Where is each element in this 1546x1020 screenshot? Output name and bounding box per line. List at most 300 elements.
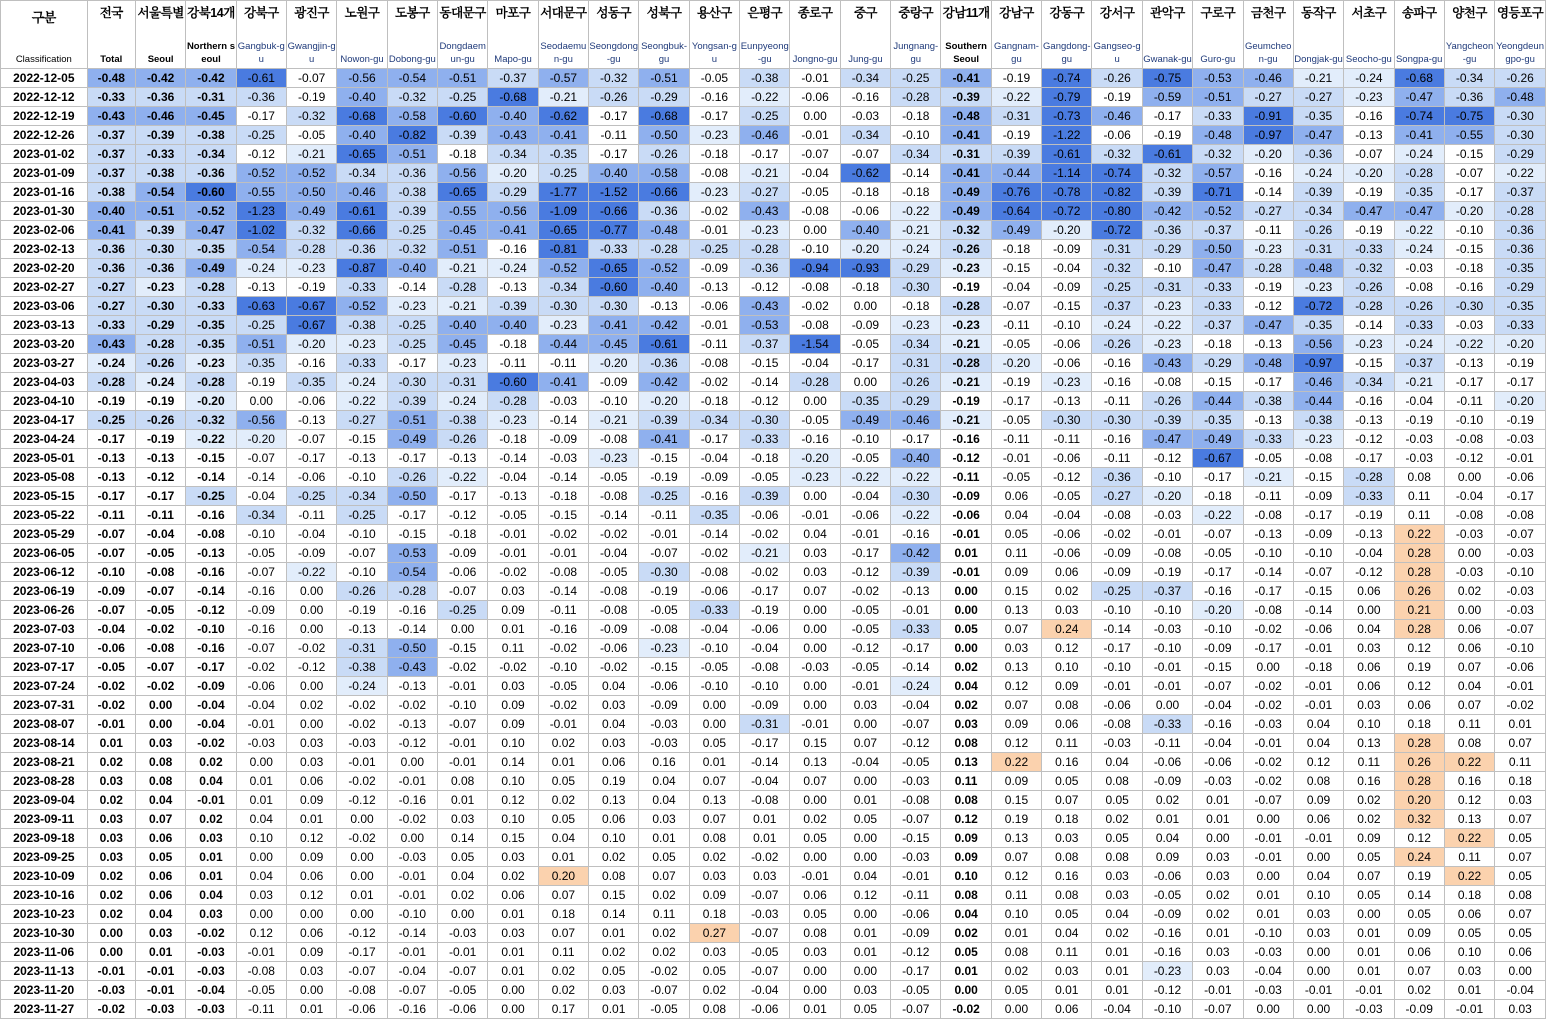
table-cell: -0.46 [1092,107,1142,126]
table-cell: -0.16 [236,620,286,639]
table-cell: -0.39 [740,487,790,506]
table-cell: -0.05 [488,506,538,525]
table-cell: 0.00 [87,943,135,962]
table-cell: -0.07 [87,601,135,620]
table-cell: 0.04 [941,677,991,696]
table-cell: -0.25 [891,69,941,88]
table-cell: -0.34 [186,145,236,164]
table-cell: -0.35 [1495,297,1546,316]
table-cell: -0.10 [689,677,739,696]
table-cell: -0.16 [286,354,336,373]
table-cell: -0.24 [1394,145,1444,164]
table-cell: -0.01 [941,525,991,544]
table-cell: -0.09 [740,696,790,715]
table-cell: 0.21 [1394,601,1444,620]
row-date: 2023-08-21 [1,753,88,772]
table-cell: -0.65 [337,145,387,164]
table-cell: -0.61 [1042,145,1092,164]
table-cell: 0.24 [1042,620,1092,639]
table-cell: -0.09 [1092,544,1142,563]
row-date: 2022-12-19 [1,107,88,126]
table-cell: -0.35 [186,316,236,335]
table-cell: 0.02 [941,696,991,715]
table-cell: 0.03 [286,753,336,772]
table-cell: -0.36 [1444,88,1494,107]
table-cell: -0.12 [135,468,185,487]
table-cell: -0.17 [589,145,639,164]
table-cell: 0.05 [790,829,840,848]
table-cell: -0.04 [689,449,739,468]
header-ko-label: 구로구 [1200,6,1236,20]
table-cell: -0.17 [1243,582,1293,601]
table-cell: -0.11 [1243,487,1293,506]
table-cell: -0.16 [1142,924,1192,943]
row-date: 2023-05-15 [1,487,88,506]
table-cell: 0.04 [1293,715,1343,734]
table-cell: -0.01 [1293,696,1343,715]
table-cell: -0.17 [387,354,437,373]
table-cell: 0.00 [337,848,387,867]
table-cell: -0.03 [1495,544,1546,563]
table-cell: -0.39 [1142,411,1192,430]
table-cell: -0.22 [1394,221,1444,240]
table-cell: -0.58 [387,107,437,126]
table-cell: 0.05 [438,848,488,867]
table-cell: -0.10 [538,658,588,677]
table-cell: -0.16 [488,240,538,259]
table-cell: -0.39 [991,145,1041,164]
table-cell: -0.06 [589,639,639,658]
table-cell: 0.07 [790,582,840,601]
table-cell: 0.11 [1394,506,1444,525]
table-cell: 0.15 [488,829,538,848]
table-cell: -0.53 [1193,69,1243,88]
table-cell: -0.01 [1092,677,1142,696]
table-cell: -0.42 [1142,202,1192,221]
table-cell: -0.11 [1042,430,1092,449]
table-cell: -0.01 [337,753,387,772]
table-cell: -0.42 [135,69,185,88]
table-cell: -0.31 [1293,240,1343,259]
header-en-label: Yangcheon-gu [1445,41,1494,65]
table-cell: -0.07 [87,525,135,544]
table-cell: -1.54 [790,335,840,354]
table-cell: -0.33 [589,240,639,259]
table-cell: -0.08 [135,563,185,582]
table-cell: 0.01 [87,734,135,753]
table-cell: 0.28 [1394,620,1444,639]
table-cell: -0.39 [488,297,538,316]
table-cell: -0.26 [589,88,639,107]
table-cell: 0.01 [337,886,387,905]
table-cell: 0.07 [1495,848,1546,867]
table-cell: -0.07 [1193,1000,1243,1019]
table-cell: 0.03 [589,734,639,753]
table-cell: -0.53 [740,316,790,335]
table-cell: -0.13 [891,582,941,601]
table-cell: 0.01 [488,620,538,639]
table-cell: -0.01 [1243,848,1293,867]
table-cell: 0.13 [589,791,639,810]
table-cell: -0.54 [135,183,185,202]
table-cell: -0.38 [438,411,488,430]
table-cell: -0.33 [135,145,185,164]
table-cell: -0.03 [186,962,236,981]
table-cell: -0.07 [1243,791,1293,810]
table-cell: -0.01 [941,563,991,582]
table-cell: -0.15 [1293,582,1343,601]
table-cell: -0.30 [1042,411,1092,430]
header-col-gwangjin-gu [286,1,336,69]
table-cell: 0.00 [1444,601,1494,620]
table-cell: -0.01 [840,677,890,696]
header-en-label: Southern Seoul [945,41,987,65]
table-cell: 0.04 [1092,753,1142,772]
table-cell: -0.46 [135,107,185,126]
table-cell: -0.19 [1092,88,1142,107]
table-cell: -0.12 [337,924,387,943]
table-cell: -0.01 [1142,658,1192,677]
table-cell: -0.13 [488,487,538,506]
table-cell: 0.09 [991,715,1041,734]
table-cell: -0.28 [639,240,689,259]
table-cell: -0.33 [740,430,790,449]
table-cell: -0.36 [186,164,236,183]
table-cell: -0.23 [387,297,437,316]
table-cell: 0.03 [1092,886,1142,905]
table-cell: -0.54 [387,563,437,582]
table-row [1,867,1546,886]
table-cell: -0.47 [1293,126,1343,145]
table-cell: -0.37 [87,164,135,183]
table-row [1,734,1546,753]
table-cell: -0.41 [941,164,991,183]
table-cell: -0.18 [488,430,538,449]
table-cell: 0.02 [689,848,739,867]
table-cell: -0.75 [1444,107,1494,126]
table-cell: 0.22 [1444,753,1494,772]
table-cell: -0.66 [589,202,639,221]
table-cell: -0.23 [1293,430,1343,449]
table-cell: -0.17 [991,392,1041,411]
table-cell: 0.19 [589,772,639,791]
table-cell: -0.02 [538,696,588,715]
table-cell: -0.04 [689,620,739,639]
table-cell: -0.05 [840,658,890,677]
table-cell: 0.20 [1394,791,1444,810]
table-cell: -0.34 [1344,373,1394,392]
table-cell: -0.23 [135,278,185,297]
table-cell: -0.29 [1495,145,1546,164]
table-cell: 0.15 [589,886,639,905]
table-cell: 0.12 [1394,829,1444,848]
table-cell: 0.01 [1092,962,1142,981]
table-cell: -0.19 [1394,411,1444,430]
table-cell: -0.17 [1142,107,1192,126]
table-cell: 0.04 [236,810,286,829]
table-cell: -0.54 [236,240,286,259]
table-cell: -0.09 [1042,278,1092,297]
table-cell: -0.06 [1092,126,1142,145]
table-cell: -0.15 [740,354,790,373]
table-cell: -0.56 [438,164,488,183]
table-cell: 0.00 [790,791,840,810]
table-cell: -0.32 [1193,145,1243,164]
table-cell: -0.16 [891,525,941,544]
table-cell: -0.31 [1142,278,1192,297]
table-cell: 0.01 [1193,810,1243,829]
table-cell: -0.23 [941,316,991,335]
table-cell: -0.08 [1293,449,1343,468]
header-en-label: Gangseo-gu [1093,41,1141,65]
table-cell: -0.16 [689,487,739,506]
table-cell: -0.21 [1243,468,1293,487]
table-cell: 0.00 [337,810,387,829]
table-cell: -0.23 [1042,373,1092,392]
table-cell: -0.50 [639,126,689,145]
table-cell: -0.15 [1042,297,1092,316]
table-cell: -0.03 [1243,943,1293,962]
table-cell: -0.23 [337,335,387,354]
table-cell: 0.04 [1293,734,1343,753]
table-cell: -0.49 [1193,430,1243,449]
table-cell: 0.03 [1293,924,1343,943]
header-col-seoul [135,1,185,69]
table-cell: -0.11 [1243,221,1293,240]
table-cell: -0.39 [1142,183,1192,202]
table-cell: -0.04 [1394,392,1444,411]
table-cell: 0.04 [639,772,689,791]
table-cell: -0.11 [538,354,588,373]
table-cell: -0.37 [1193,316,1243,335]
table-cell: -0.49 [840,411,890,430]
table-cell: -0.02 [186,924,236,943]
table-cell: -0.07 [1495,525,1546,544]
table-cell: -0.01 [790,715,840,734]
table-cell: 0.03 [87,848,135,867]
table-cell: 0.02 [438,886,488,905]
table-cell: -0.03 [1444,525,1494,544]
row-date: 2023-07-24 [1,677,88,696]
table-cell: -0.13 [689,278,739,297]
table-cell: -0.45 [589,335,639,354]
table-cell: -0.65 [438,183,488,202]
table-cell: 0.13 [1444,810,1494,829]
table-cell: -0.60 [589,278,639,297]
table-cell: -0.20 [1495,335,1546,354]
table-cell: 0.00 [1193,829,1243,848]
table-cell: 0.02 [1394,981,1444,1000]
table-cell: -0.07 [891,1000,941,1019]
table-cell: -0.28 [87,373,135,392]
table-row [1,487,1546,506]
table-cell: -0.25 [740,107,790,126]
table-cell: -0.25 [1092,278,1142,297]
header-ko-label: 마포구 [495,6,531,20]
table-cell: -0.01 [488,525,538,544]
table-cell: 0.10 [1042,658,1092,677]
table-cell: -0.22 [840,468,890,487]
row-date: 2023-01-30 [1,202,88,221]
row-date: 2023-10-09 [1,867,88,886]
table-cell: -0.11 [488,354,538,373]
table-cell: 0.05 [941,943,991,962]
table-cell: -0.04 [236,696,286,715]
table-cell: 0.01 [1243,905,1293,924]
table-cell: -0.01 [689,316,739,335]
table-cell: -0.09 [589,620,639,639]
table-cell: -0.26 [438,430,488,449]
table-cell: -0.29 [639,88,689,107]
table-cell: 0.03 [840,981,890,1000]
table-cell: 0.13 [991,601,1041,620]
table-row [1,943,1546,962]
table-cell: -0.09 [589,373,639,392]
table-cell: -0.14 [1243,183,1293,202]
table-cell: -0.11 [87,506,135,525]
table-cell: -0.18 [891,183,941,202]
row-date: 2023-04-03 [1,373,88,392]
table-cell: -0.33 [1193,297,1243,316]
table-cell: -0.02 [186,734,236,753]
table-cell: -0.36 [1142,221,1192,240]
table-cell: -0.03 [1444,316,1494,335]
table-cell: -0.07 [840,145,890,164]
table-cell: -0.80 [1092,202,1142,221]
table-cell: -0.07 [135,582,185,601]
table-cell: -0.13 [1243,335,1293,354]
header-ko-label: 성북구 [646,6,682,20]
header-en-label: Yongsan-gu [691,41,737,65]
table-row [1,715,1546,734]
table-cell: -0.04 [236,487,286,506]
table-cell: -0.07 [236,563,286,582]
table-cell: 0.06 [589,753,639,772]
table-cell: -0.15 [1193,373,1243,392]
table-cell: -0.08 [589,601,639,620]
table-cell: 0.12 [1042,639,1092,658]
table-cell: -0.24 [1092,316,1142,335]
table-cell: -0.33 [1142,715,1192,734]
table-cell: -0.17 [1193,468,1243,487]
table-cell: -0.02 [1092,525,1142,544]
table-cell: -0.19 [740,601,790,620]
table-cell: 0.12 [941,810,991,829]
table-cell: -0.11 [589,126,639,145]
table-cell: -0.01 [689,221,739,240]
table-cell: -0.47 [186,221,236,240]
table-cell: -0.24 [337,677,387,696]
table-cell: -0.10 [1293,544,1343,563]
table-cell: -0.13 [87,468,135,487]
table-cell: -0.03 [538,392,588,411]
table-cell: -0.27 [1092,487,1142,506]
table-cell: -0.65 [538,221,588,240]
table-cell: 0.16 [1042,753,1092,772]
header-col-yeongdeungpo-gu [1495,1,1546,69]
table-cell: -0.12 [1444,449,1494,468]
table-cell: -0.14 [740,753,790,772]
table-cell: -0.33 [1344,240,1394,259]
table-cell: -0.34 [337,164,387,183]
table-cell: -0.02 [740,563,790,582]
table-cell: -0.08 [740,658,790,677]
table-cell: 0.05 [991,525,1041,544]
table-cell: -0.17 [1495,373,1546,392]
table-cell: 0.01 [1495,715,1546,734]
table-cell: -0.62 [840,164,890,183]
table-cell: -0.19 [941,392,991,411]
table-cell: 0.00 [1243,810,1293,829]
table-cell: -0.25 [438,88,488,107]
table-cell: -0.17 [740,145,790,164]
table-cell: 0.01 [589,1000,639,1019]
table-cell: 0.01 [488,943,538,962]
table-cell: 0.03 [286,962,336,981]
table-cell: -0.04 [840,753,890,772]
table-cell: 0.00 [1293,962,1343,981]
table-cell: -0.05 [991,411,1041,430]
table-cell: -0.33 [891,620,941,639]
table-cell: 0.02 [589,943,639,962]
table-cell: 0.03 [87,829,135,848]
table-cell: -0.11 [135,506,185,525]
table-cell: -0.44 [1193,392,1243,411]
table-cell: 0.06 [1344,677,1394,696]
table-cell: -0.05 [538,677,588,696]
row-date: 2023-05-01 [1,449,88,468]
table-cell: 0.01 [1092,943,1142,962]
table-row [1,658,1546,677]
table-cell: -0.51 [236,335,286,354]
table-cell: 0.03 [87,810,135,829]
table-cell: -0.27 [87,278,135,297]
table-cell: -0.12 [840,639,890,658]
header-en-label: Dobong-gu [388,54,436,65]
table-cell: 0.04 [186,772,236,791]
table-cell: -0.15 [1344,354,1394,373]
table-row [1,506,1546,525]
table-cell: 0.00 [840,297,890,316]
table-cell: 0.05 [639,848,689,867]
table-cell: -0.03 [538,449,588,468]
table-cell: -0.18 [840,183,890,202]
table-cell: -0.11 [1092,449,1142,468]
table-cell: -0.17 [387,506,437,525]
table-cell: 0.00 [790,221,840,240]
table-cell: 0.19 [1394,867,1444,886]
header-en-label: Eunpyeong-gu [740,41,789,65]
table-cell: -0.50 [1193,240,1243,259]
table-cell: -0.01 [236,715,286,734]
table-cell: -0.12 [236,145,286,164]
table-cell: 0.09 [1293,791,1343,810]
table-cell: 0.07 [1344,867,1394,886]
table-cell: 0.06 [135,829,185,848]
table-cell: 0.06 [135,886,185,905]
table-cell: 0.09 [488,696,538,715]
table-cell: -0.82 [1092,183,1142,202]
table-cell: -0.09 [941,487,991,506]
table-cell: -0.67 [1193,449,1243,468]
row-date: 2023-03-13 [1,316,88,335]
header-col-gangseo-gu [1092,1,1142,69]
table-row [1,525,1546,544]
header-ko-label: 강동구 [1049,6,1085,20]
table-cell: -0.12 [1142,449,1192,468]
table-cell: 0.03 [488,848,538,867]
table-cell: -0.23 [689,183,739,202]
